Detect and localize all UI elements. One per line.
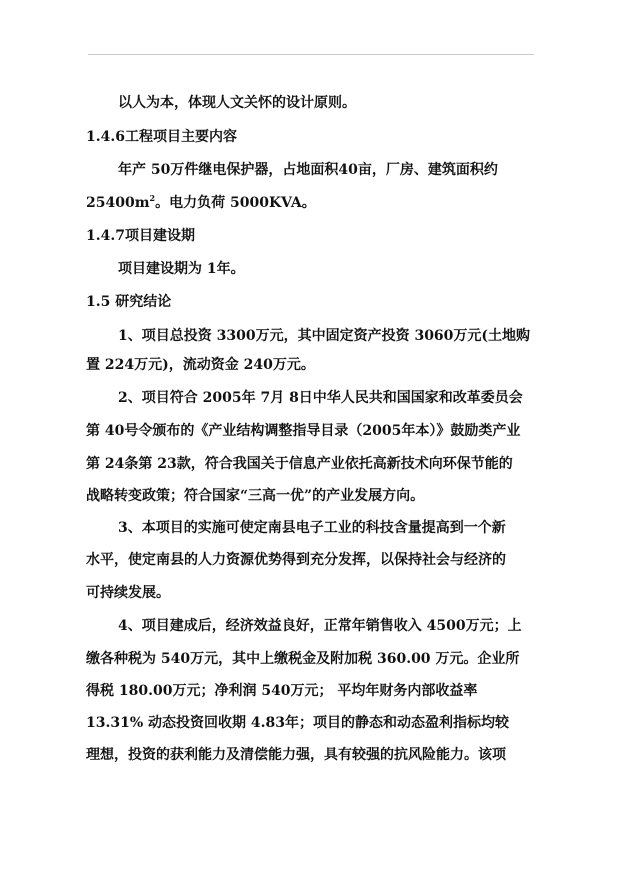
text-line: 得税 180.00万元；净利润 540万元； 平均年财务内部收益率 — [86, 683, 478, 699]
text-line: 战略转变政策；符合国家“三高一优”的产业发展方向。 — [86, 488, 425, 504]
section-heading: 1.4.6工程项目主要内容 — [86, 129, 237, 145]
text-line: 可持续发展。 — [86, 585, 170, 601]
text-line: 理想，投资的获利能力及清偿能力强，具有较强的抗风险能力。该项 — [86, 747, 506, 763]
text-line — [86, 194, 316, 212]
text-line: 以人为本，体现人文关怀的设计原则。 — [118, 95, 356, 111]
text-line: 水平，使定南县的人力资源优势得到充分发挥，以保持社会与经济的 — [86, 552, 506, 568]
header-rule — [88, 54, 534, 55]
text-line: 年产 50万件继电保护器，占地面积40亩，厂房、建筑面积约 — [118, 162, 498, 178]
text-line: 1、项目总投资 3300万元，其中固定资产投资 3060万元(土地购 — [118, 328, 531, 344]
text-line: 3、本项目的实施可使定南县电子工业的科技含量提高到一个新 — [118, 520, 506, 536]
text-line: 2、项目符合 2005年 7月 8日中华人民共和国国家和改革委员会 — [118, 390, 523, 406]
text-line: 第 40号令颁布的《产业结构调整指导目录（2005年本）》鼓励类产业 — [86, 423, 521, 439]
text-line: 第 24条第 23款，符合我国关于信息产业依托高新技术向环保节能的 — [86, 456, 513, 472]
text-line: 4、项目建成后，经济效益良好，正常年销售收入 4500万元；上 — [118, 618, 522, 634]
text-line: 13.31% 动态投资回收期 4.83年；项目的静态和动态盈利指标均较 — [86, 715, 509, 731]
text-line: 缴各种税为 540万元，其中上缴税金及附加税 360.00 万元。企业所 — [86, 651, 520, 667]
power-load-text: 。电力负荷 5000KVA。 — [155, 195, 316, 211]
text-line: 项目建设期为 1年。 — [118, 261, 245, 277]
superscript-two: 2 — [149, 193, 156, 203]
area-value: 25400m — [86, 195, 150, 211]
section-heading: 1.5 研究结论 — [86, 294, 172, 310]
section-heading: 1.4.7项目建设期 — [86, 228, 195, 244]
text-line: 置 224万元)，流动资金 240万元。 — [86, 357, 315, 373]
